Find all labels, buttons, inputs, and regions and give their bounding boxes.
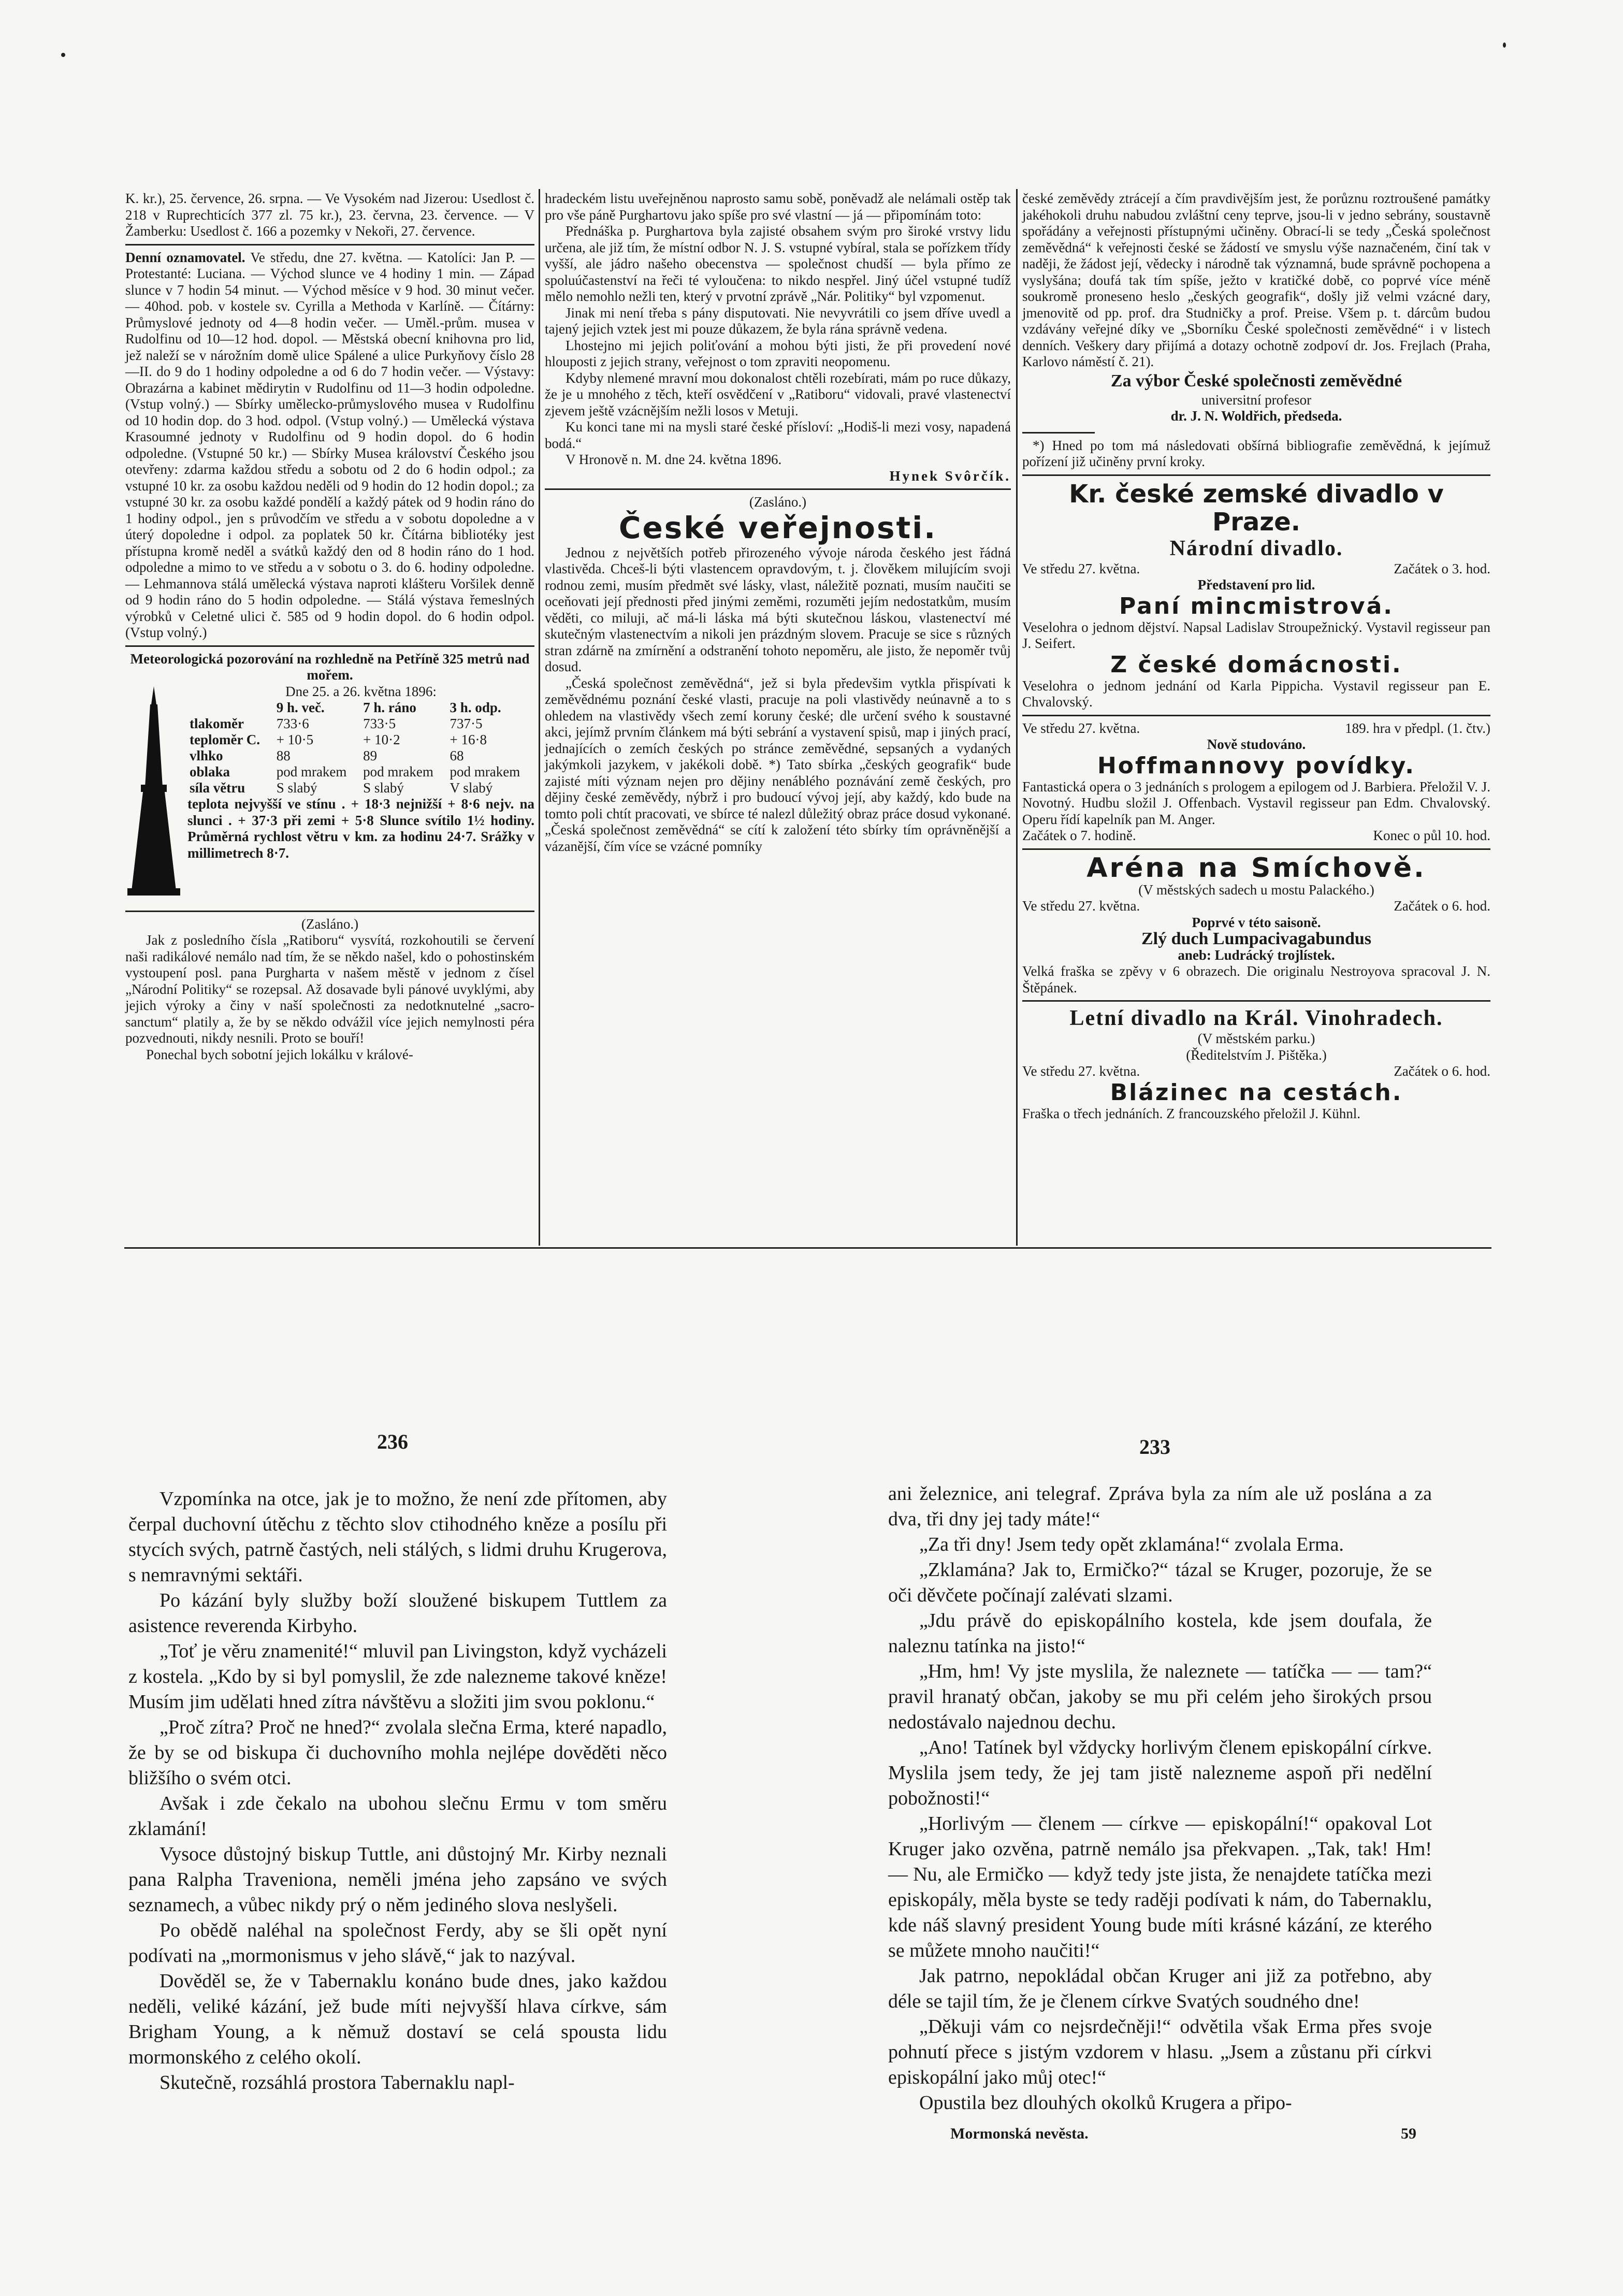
summer-subtitle-1: (V městském parku.) (1197, 1031, 1315, 1046)
upper-column-2 (545, 191, 1011, 855)
scan-speck (1503, 42, 1506, 48)
novel-paragraph: „Jdu právě do episkopálního kostela, kde jsem doufala, že naleznu tatínka na jisto!“ (888, 1610, 1432, 1657)
met-header-row (187, 700, 534, 716)
letter-paragraph: Lhostejno mi jejich poliťování a mohou býti jisti, že při provedení nové hlouposti z jejich strany, veřejnost o tom zpraviti neopomenu. (545, 337, 1011, 369)
met-row-label: teploměr C. (190, 732, 260, 747)
society-paragraph: české zeměvědy ztrácejí a čím pravdivějším jest, že porůznu roztroušené památky jakéhokoli druhu nabudou zvláštní ceny teprve, jsou-li v jedno sebrány, soustavně spořádány a veřejnosti přístupnými učiněny. Obrací-li se tedy „Česká společnost zeměvědná“ k veřejnosti české se žádostí ve smyslu výše naznačeném, činí tak v naději, že žádost její, vědecky i národně tak významná, bude správně pochopena a vyslyšána; doufá tak tím spíše, ježto v kratičké době, co poprvé více méně soukromě proneseno heslo „českých geografik“, došly již velmi vzácné dary, jmenovitě od pp. prof. dra Studničky a prof. Preise. Všem p. t. dárcům budou vzdávány veřejné díky ve „Sborníku České společnosti zeměvědné“ i v listech denních. Veškery dary přijímá a dotazy ochotně zodpoví dr. Jos. Frejlach (Praha, Karlovo náměstí č. 21). (1022, 191, 1490, 369)
zaslano-title-1: (Zasláno.) (301, 916, 359, 932)
met-cell: pod mrakem (450, 764, 520, 779)
met-cell: 737·5 (450, 716, 483, 731)
met-cell: + 10·2 (363, 732, 400, 747)
letter-paragraph: Přednáška p. Purghartova byla zajisté obsahem svým pro široké vrstvy lidu určena, ale již tím, že místní odbor N. J. S. vstupné vybíral, stala se pořízkem třídy vyšší, ale jádro našeho obecenstva — společnost chudší — byla přímo ze spoluúčastenství na řeči té vyloučena: to nikdo nespřel. Jiný účel vstupné tudíž mělo nemohlo nežli ten, který v prvotní zprávě „Nár. Politiky“ byl vzpomenut. (545, 223, 1011, 304)
novel-paragraph: Vzpomínka na otce, jak je to možno, že není zde přítomen, aby čerpal duchovní útěchu z těchto slov ctihodného kněze a posílu při stycích svých, patrně častých, neli stálých, s lidmi druhu Krugerova, s nemravnými sektáři. (128, 1488, 667, 1586)
novel-paragraph: „Děkuji vám co nejsrdečněji!“ odvětila však Erma přes svoje pohnutí přece s jistým vzdorem v hlasu. „Jsem a zůstanu při církvi episkopální jako můj otec!“ (888, 2016, 1432, 2088)
letter-signoff: V Hronově n. M. dne 24. května 1896. (566, 452, 782, 467)
play-description: Veselohra o jednom jednání od Karla Pippicha. Vystavil regisseur pan E. Chvalovský. (1022, 677, 1490, 710)
nd-time: Začátek o 3. hod. (1394, 560, 1490, 576)
summer-date: Ve středu 27. května. (1022, 1063, 1140, 1079)
society-paragraph: Jednou z největších potřeb přirozeného vývoje národa českého jest řádná vlastivěda. Chceš-li býti vlastencem opravdovým, t. j. člověkem milujícím svoji rodnou zemi, musím předmět své lásky, vlast, náležitě poznati, musím naučiti se oceňovati její přednosti před jinými zeměmi, rozuměti jejím nedostatkům, musím věděti, co miluji, ač má-li láska má býti skutečnou láskou, vlastenectví mé skutečným vlastenectvím a nikoli jen prázdným slovem. Pracuje se sice s různých stran zdárně na zmírnění a odstranění tohoto nepoměru, ale jisto, že nepoměr tvůj dosud. (545, 544, 1011, 674)
met-row (187, 716, 534, 732)
upper-column-1 (125, 191, 534, 1063)
society-paragraph: „Česká společnost zeměvědná“, jež si byla předevšim vytkla přispívati k zeměvědnému poznání české vlasti, pracuje na poli vlastivědy neúnavně a to s ohledem na vlastivědy všech zemí koruny české; dle určení svého k soustavné akci, jejímž prvním článkem má býti sebrání a vystavení spisů, map i jiných prací, jednajících o zemích českých po stránce zeměvědné, sepsaných a vydaných jakýmkoli jazykem, v jakékoli době. *) Tato sbírka „českých geografik“ bude zajisté míti význam nejen pro dějiny nenáblého poznávání země českých, pro dějiny české zeměvědy, nýbrž i pro budoucí vývoj její, aby každý, kdo bude na tomto poli chtít pracovati, ve sbírce té nalezl důležitý obraz práce dosud vykonané. „Česká společnost zeměvědná“ se cítí k založení této sbírky tím oprávněnější a vázanější, čím více se vzácné pomníky (545, 675, 1011, 854)
meteorology-table (187, 700, 534, 796)
arena-subtitle: (V městských sadech u mostu Palackého.) (1138, 882, 1374, 898)
letter-signature: Hynek Svôrčík. (889, 468, 1011, 484)
president-line: dr. J. N. Woldřich, předseda. (1170, 408, 1342, 424)
nd2-end: Konec o půl 10. hod. (1373, 828, 1490, 843)
met-row (187, 764, 534, 780)
footnote: *) Hned po tom má následovati obšírná bibliografie zeměvědná, k jejímuž pořízení již učiněny první kroky. (1022, 437, 1490, 469)
novel-paragraph: Jak patrno, nepokládal občan Kruger ani již za potřebno, aby déle se tajil tím, že je členem církve Svatých soudného dne! (888, 1965, 1432, 2012)
column-rule-2 (1016, 189, 1018, 1246)
play-description: Fantastická opera o 3 jednáních s prologem a epilogem od J. Barbiera. Přeložil V. J. Novotný. Hudbu složil J. Offenbach. Vystavil regisseur pan Edm. Chvalovský. Operu řídí kapelník pan M. Anger. (1022, 778, 1490, 827)
letter-paragraph: Ku konci tane mi na mysli staré české přísloví: „Hodiš-li mezi vosy, napadená bodá.“ (545, 419, 1011, 451)
met-cell: + 10·5 (276, 732, 314, 747)
summer-theatre-heading: Letní divadlo na Král. Vinohradech. (1069, 1006, 1443, 1030)
nd-date: Ve středu 27. května. (1022, 560, 1140, 576)
play-title: Z české domácnosti. (1110, 651, 1402, 678)
national-theatre-heading: Kr. české zemské divadlo v Praze. (1069, 479, 1444, 537)
novel-paragraph: Vysoce důstojný biskup Tuttle, ani důstojný Mr. Kirby neznali pana Ralpha Traveniona, neměli jména jeho zapsáno ve svých seznamech, a vůbec nikdy prý o něm jediného slova neslyšeli. (128, 1843, 667, 1916)
letter-paragraph: hradeckém listu uveřejněnou naprosto samu sobě, poněvadž ale nelámali ostěp tak pro vše páně Purghartovu jako spíše pro své vlastní — já — připomínám toto: (545, 191, 1011, 223)
daily-notice-title: Denní oznamovatel. (125, 249, 245, 265)
meteorology-title: Meteorologická pozorování na rozhledně na Petříně 325 metrů nad mořem. (130, 651, 530, 683)
professor-line: universitní profesor (1201, 392, 1312, 408)
ceske-verejnosti-heading: České veřejnosti. (618, 510, 937, 545)
novel-paragraph: „Hm, hm! Vy jste myslila, že naleznete — tatíčka — — tam?“ pravil hranatý občan, jakoby se mu při celém jeho širokých prsou nedostávalo najednou dechu. (888, 1660, 1432, 1733)
summer-subtitle-2: (Ředitelstvím J. Pištěka.) (1186, 1047, 1327, 1063)
met-cell: S slabý (276, 780, 317, 796)
met-cell: 89 (363, 748, 378, 763)
novel-footer-title: Mormonská nevěsta. (950, 2125, 1089, 2142)
arena-date: Ve středu 27. května. (1022, 898, 1140, 914)
met-cell: pod mrakem (363, 764, 433, 779)
play-description: Fraška o třech jednáních. Z francouzského přeložil J. Kühnl. (1022, 1105, 1361, 1121)
meteorology-dates: Dne 25. a 26. května 1896: (285, 683, 437, 699)
novel-paragraph: „Ano! Tatínek byl vždycky horlivým členem episkopální církve. Myslila jsem tedy, že jej tam jistě nalezneme aspoň při nedělní pobožnosti!“ (888, 1737, 1432, 1809)
met-cell: 733·6 (276, 716, 309, 731)
play-title: Blázinec na cestách. (1110, 1079, 1403, 1106)
scan-speck (61, 53, 65, 57)
novel-footer-number: 59 (1401, 2125, 1416, 2142)
novel-paragraph: ani železnice, ani telegraf. Zpráva byla za ním ale už poslána a za dva, tři dny jej tady máte!“ (888, 1483, 1432, 1530)
met-cell: pod mrakem (276, 764, 347, 779)
met-cell: + 16·8 (450, 732, 487, 747)
arena-heading: Aréna na Smíchově. (1086, 852, 1426, 884)
letter-paragraph: Kdyby nlemené mravní mou dokonalost chtěli rozebírati, mám po ruce důkazy, že je u mnohého z těch, kteří osvědčení v „Ratiboru“ vidovali, pravé vlastenectví zjevem ještě vzácnějším nežli losos v Metuji. (545, 370, 1011, 418)
met-row (187, 748, 534, 764)
met-row-label: vlhko (190, 748, 223, 763)
narodni-divadlo-heading: Národní divadlo. (1169, 536, 1343, 560)
met-cell: S slabý (363, 780, 404, 796)
column-rule-1 (539, 189, 540, 1246)
nd-note: Představení pro lid. (1197, 577, 1315, 593)
met-col-header: 9 h. več. (276, 700, 325, 715)
met-col-header: 7 h. ráno (363, 700, 416, 715)
page-number-right: 233 (1139, 1435, 1170, 1459)
novel-paragraph: Po obědě naléhal na společnost Ferdy, aby se šli opět nyní podívati na „mormonismus v jeho slávě,“ jak to nazýval. (128, 1919, 667, 1967)
play-title: Paní mincmistrová. (1119, 593, 1394, 619)
zaslano-title-2: (Zasláno.) (749, 494, 807, 510)
nd2-note: Nově studováno. (1207, 737, 1306, 752)
met-cell: 88 (276, 748, 291, 763)
met-cell: V slabý (450, 780, 493, 796)
novel-paragraph: Po kázání byly služby boží sloužené biskupem Tuttlem za asistence reverenda Kirbyho. (128, 1590, 667, 1637)
novel-paragraph: „Zklamána? Jak to, Ermičko?“ tázal se Kruger, pozoruje, že se oči děvčete počínají zalévati slzami. (888, 1559, 1432, 1606)
daily-notice-body: Ve středu, dne 27. května. — Katolíci: Jan P. — Protestanté: Luciana. — Východ slunce ve 4 hodiny 1 min. — Západ slunce v 7 hodin 54 minut. — Východ měsíce v 9 hod. 30 minut večer. — 40hod. pob. v kostele sv. Cyrilla a Methoda v Karlíně. — Čítárny: Průmyslové jednoty od 4—8 hodin večer. — Uměl.-prům. musea v Rudolfinu od 10—12 hod. dopol. — Městská obecní knihovna pro lid, jež naleží se v nárožním domě ulice Spálené a ulice Purkyňovy číslo 28—II. do 9 do 1 hodiny odpoledne a od 6 do 7 hodin večer. — Výstavy: Obrazárna a kabinet mědirytin v Rudolfinu od 11—3 hodin odpoledne. (Vstup volný.) — Sbírky umělecko-průmyslového musea v Rudolfinu od 10 hodin dop. do 3 hod. odpol. (Vstup volný.) — Umělecká výstava Krasoumné jednoty v Rudolfinu od 9 hodin dopol. do 6 hodin odpoledne. (Vstupné 50 kr.) — Sbírky Musea království Českého jsou otevřeny: zdarma každou středu a sobotu od 2 do 6 hodin odpol.; za vstupné 10 kr. za osobu každou neděli od 9 hodin do 12 hodin dopol.; za vstupné 30 kr. za osobu každé pondělí a každý pátek od 9 hodin ráno do 1 hodiny odpol., jen s průvodčím ve středu a v sobotu dopoledne a v úterý dopoledne i odpol. za poplatek 50 kr. Čítárna bibliotéky jest přístupna kromě neděl a svátků každý den od 8 hodin ráno do 1 hod. odpoledne a mimo to ve středu a v sobotu o 3. do 6. hodiny odpoledne. — Lehmannova stálá umělecká výstava naproti klášteru Voršilek denně od 9 hodin ráno do 5 hodin odpoledne. — Stálá výstava řemeslných výrobků v Celetné ulici č. 585 od 9 hodin dopol. do 6 hodin odpol. (Vstup volný.) (125, 249, 535, 640)
arena-time: Začátek o 6. hod. (1394, 898, 1490, 914)
meteorology-extra: teplota nejvyšší ve stínu . + 18·3 nejnižší + 8·6 nejv. na slunci . + 37·3 při zemi + 5·8 Slunce svítilo 1½ hodiny. Průměrná rychlost větru v km. za hodinu 24·7. Srážky v millimetrech 8·7. (187, 796, 534, 861)
auction-notice: K. kr.), 25. července, 26. srpna. — Ve Vysokém nad Jizerou: Usedlost č. 218 v Ruprechticích 377 zl. 75 kr.), 23. června, 23. července. — V Žamberku: Usedlost č. 166 a pozemky v Nekoři, 27. července. (125, 191, 534, 239)
novel-paragraph: Opustila bez dlouhých okolků Krugera a připo- (919, 2092, 1292, 2114)
met-row-label: tlakoměr (190, 716, 244, 731)
novel-paragraph: Dověděl se, že v Tabernaklu konáno bude dnes, jako každou neděli, veliké kázání, jež bude míti nejvyšší hlava církve, sám Brigham Young, a k němuž dostaví se celá spousta lidu mormonského z celého okolí. (128, 1970, 667, 2068)
novel-paragraph: „Horlivým — členem — církve — episkopální!“ opakoval Lot Kruger jako ozvěna, patrně nemálo jsa překvapen. „Tak, tak! Hm! — Nu, ale Ermičko — když tedy jste jista, že nenajdete tatíčka mezi episkopály, měla byste se tedy raději podívati k nám, do Tabernaklu, kde náš slavný president Young bude míti krásné kázání, ze kterého se můžete mnoho naučiti!“ (888, 1813, 1432, 1961)
met-row (187, 780, 534, 796)
upper-column-3 (1022, 191, 1490, 1122)
met-row-label: oblaka (190, 764, 230, 779)
met-row (187, 732, 534, 748)
page-number-left: 236 (377, 1430, 408, 1453)
novel-paragraph: Avšak i zde čekalo na ubohou slečnu Ermu v tom směru zklamání! (128, 1793, 667, 1840)
arena-note: Poprvé v této saisoně. (1192, 914, 1321, 930)
novel-paragraph: „Toť je věru znamenité!“ mluvil pan Livingston, když vycházeli z kostela. „Kdo by si byl pomyslil, že zde nalezneme takové kněze! Musím jim udělati hned zítra návštěvu a složiti jim svou poklonu.“ (128, 1640, 667, 1713)
nd2-start: Začátek o 7. hodině. (1022, 828, 1136, 843)
met-cell: 68 (450, 748, 464, 763)
play-description: Veselohra o jednom dějství. Napsal Ladislav Stroupežnický. Vystavil regisseur pan J. Seifert. (1022, 619, 1490, 651)
summer-time: Začátek o 6. hod. (1394, 1063, 1490, 1079)
nd2-date: Ve středu 27. května. (1022, 720, 1140, 736)
play-title: Hoffmannovy povídky. (1097, 752, 1416, 779)
met-col-header: 3 h. odp. (450, 700, 501, 715)
for-board-heading: Za výbor České společnosti zeměvědné (1110, 371, 1402, 391)
play-description: Velká fraška se zpěvy v 6 obrazech. Die originalu Nestroyova spracoval J. N. Štěpánek. (1022, 963, 1490, 995)
novel-left-page (128, 1486, 667, 2096)
letter-paragraph: Jinak mi není třeba s pány disputovati. Nie nevyvrátili co jsem dříve uvedl a tajený jejich vztek jest mi pouze důkazem, že byla rána správně vedena. (545, 305, 1011, 337)
novel-right-page (888, 1481, 1432, 2146)
clipping-bottom-rule (124, 1247, 1491, 1249)
novel-paragraph: „Za tři dny! Jsem tedy opět zklamána!“ zvolala Erma. (919, 1534, 1344, 1555)
novel-paragraph: „Proč zítra? Proč ne hned?“ zvolala slečna Erma, které napadlo, že by se od biskupa či duchovního mohla nejlépe dověděti něco bližšího o svém otci. (128, 1716, 667, 1789)
petrin-tower-illustration (125, 684, 182, 901)
met-row-label: síla větru (190, 780, 245, 796)
play-title: Zlý duch Lumpacivagabundus (1141, 929, 1372, 948)
met-cell: 733·5 (363, 716, 396, 731)
play-subtitle: aneb: Ludrácký trojlístek. (1178, 947, 1335, 963)
zaslano-body-1: Jak z posledního čísla „Ratiboru“ vysvítá, rozkohoutili se červení naši radikálové nemálo nad tím, že se někdo našel, kdo o pohostinském vystoupení posl. pana Purgharta v našem městě v jednom z čísel „Národní Politiky“ se rozepsal. Až dosavade byli pánové uvyklými, aby jejich výroky a činy v naší společnosti za nedotknutelné „sacro-sanctum“ platily a, že by se někdo odvážil více jejich nemylnosti péra pozvednouti, nikdy nesnili. Proto se bouří! (125, 932, 534, 1046)
novel-paragraph: Skutečně, rozsáhlá prostora Tabernaklu napl- (160, 2072, 515, 2093)
zaslano-body-1-end: Ponechal bych sobotní jejich lokálku v králové- (146, 1046, 413, 1062)
nd2-info: 189. hra v předpl. (1. čtv.) (1345, 720, 1490, 736)
